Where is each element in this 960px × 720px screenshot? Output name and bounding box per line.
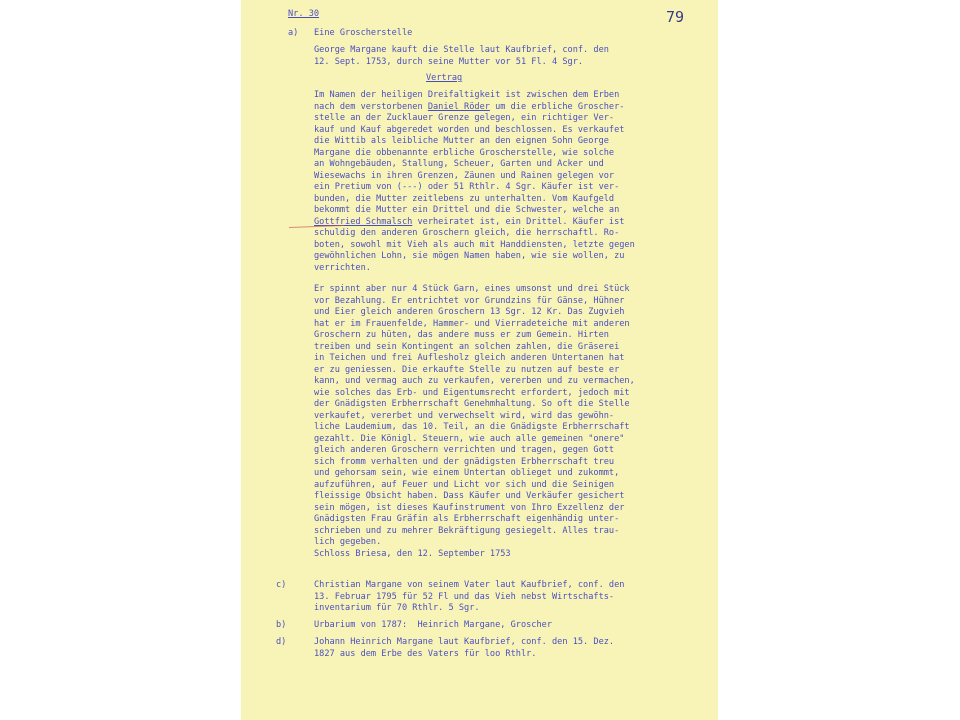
section-intro: George Margane kauft die Stelle laut Kaufbrief, conf. den 12. Sept. 1753, durch seine Mutter vor 51 Fl. 4 Sgr. (314, 45, 609, 67)
section-marker-a: a) (288, 28, 299, 38)
document-page (241, 0, 718, 720)
contract-paragraph-2: Er spinnt aber nur 4 Stück Garn, eines umsonst und drei Stück vor Bezahlung. Er entrichtet vor Grundzins für Gänse, Hühner und Eier gleich anderen Groschern 13 Sgr. 12 Kr. Das Zugvieh hat er im Frauenfelde, Hammer- und Vierradeteiche mit anderen Groschern zu hüten, das andere muss er zum Gemein. Hirten treiben und sein Kontingent an solchen zahlen, die Gräserei in Teichen und frei Auflesholz gleich anderen Untertanen hat er zu geniessen. Die erkaufte Stelle zu nutzen auf beste er kann, und vermag auch zu verkaufen, vererben und zu vermachen, wie solches das Erb- und Eigentumsrecht erfordert, jedoch mit der Gnädigsten Erbherrschaft Genehmhaltung. So oft die Stelle verkaufet, vererbet und verwechselt wird, wird das gewöhn- liche Laudemium, das 10. Teil, an die Gnädigste Erbherrschaft gezahlt. Die Königl. Steuern, wie auch alle gemeinen "onere" gleich anderen Groschern verrichten und tragen, gegen Gott sich fromm verhalten und der gnädigsten Erbherrschaft treu und gehorsam sein, wie einem Untertan oblieget und zukommt, aufzuführen, auf Feuer und Licht vor sich und die Seinigen fleissige Obsicht haben. Dass Käufer und Verkäufer gesichert sein mögen, ist dieses Kaufinstrument von Ihro Exzellenz der Gnädigsten Frau Gräfin als Erbherrschaft eigenhändig unter- schrieben und zu mehrer Bekräftigung gesiegelt. Alles trau- lich gegeben. Schloss Briesa, den 12. September 1753 (314, 284, 635, 559)
entry-marker-c: c) (276, 580, 287, 590)
contract-title: Vertrag (426, 73, 463, 83)
entry-marker-b: b) (276, 620, 287, 630)
entry-marker-d: d) (276, 637, 287, 647)
p1-start: Im Namen der heiligen Dreifaltigkeit ist zwischen dem Erben nach dem verstorbenen (314, 90, 620, 112)
page-number: 79 (666, 8, 685, 26)
typed-text-area (241, 0, 718, 720)
entry-b-text: Urbarium von 1787: Heinrich Margane, Groscher (314, 620, 552, 630)
contract-paragraph-1 (314, 90, 635, 274)
record-number: Nr. 30 (288, 9, 320, 19)
name-daniel-roeder: Daniel Röder (427, 101, 490, 112)
p1-mid: um die erbliche Groscher- stelle an der Zucklauer Grenze gelegen, ein richtiger Ver- kauf und Kauf abgeredet worden und beschlossen. Es verkaufet die Wittib als leibliche Mutter an den eignen Sohn George Margane die obbenannte erbliche Groscherstelle, wie solche an Wohngebäuden, Stallung, Scheuer, Garten und Acker und Wiesewachs in ihren Grenzen, Zäunen und Rainen gelegen vor ein Pretium von (---) oder 51 Rthlr. 4 Sgr. Käufer ist ver- bunden, die Mutter zeitlebens zu unterhalten. Vom Kaufgeld bekommt die Mutter ein Drittel und die Schwester, welche an (314, 101, 625, 215)
entry-c-text: Christian Margane von seinem Vater laut Kaufbrief, conf. den 13. Februar 1795 für 52 Fl und das Vieh nebst Wirtschafts- inventarium für 70 Rthlr. 5 Sgr. (314, 580, 625, 613)
name-gottfried-schmalsch: Gottfried Schmalsch (314, 216, 413, 227)
entry-d-text: Johann Heinrich Margane laut Kaufbrief, conf. den 15. Dez. 1827 aus dem Erbe des Vaters für loo Rthlr. (314, 637, 615, 659)
p1-end: verheiratet ist, ein Drittel. Käufer ist schuldig den anderen Groschern gleich, die herrschaftl. Ro- boten, sowohl mit Vieh als auch mit Handdiensten, letzte gegen gewöhnlichen Lohn, sie mögen Namen haben, wie sie wollen, zu verrichten. (314, 216, 635, 273)
section-heading: Eine Groscherstelle (314, 28, 413, 38)
